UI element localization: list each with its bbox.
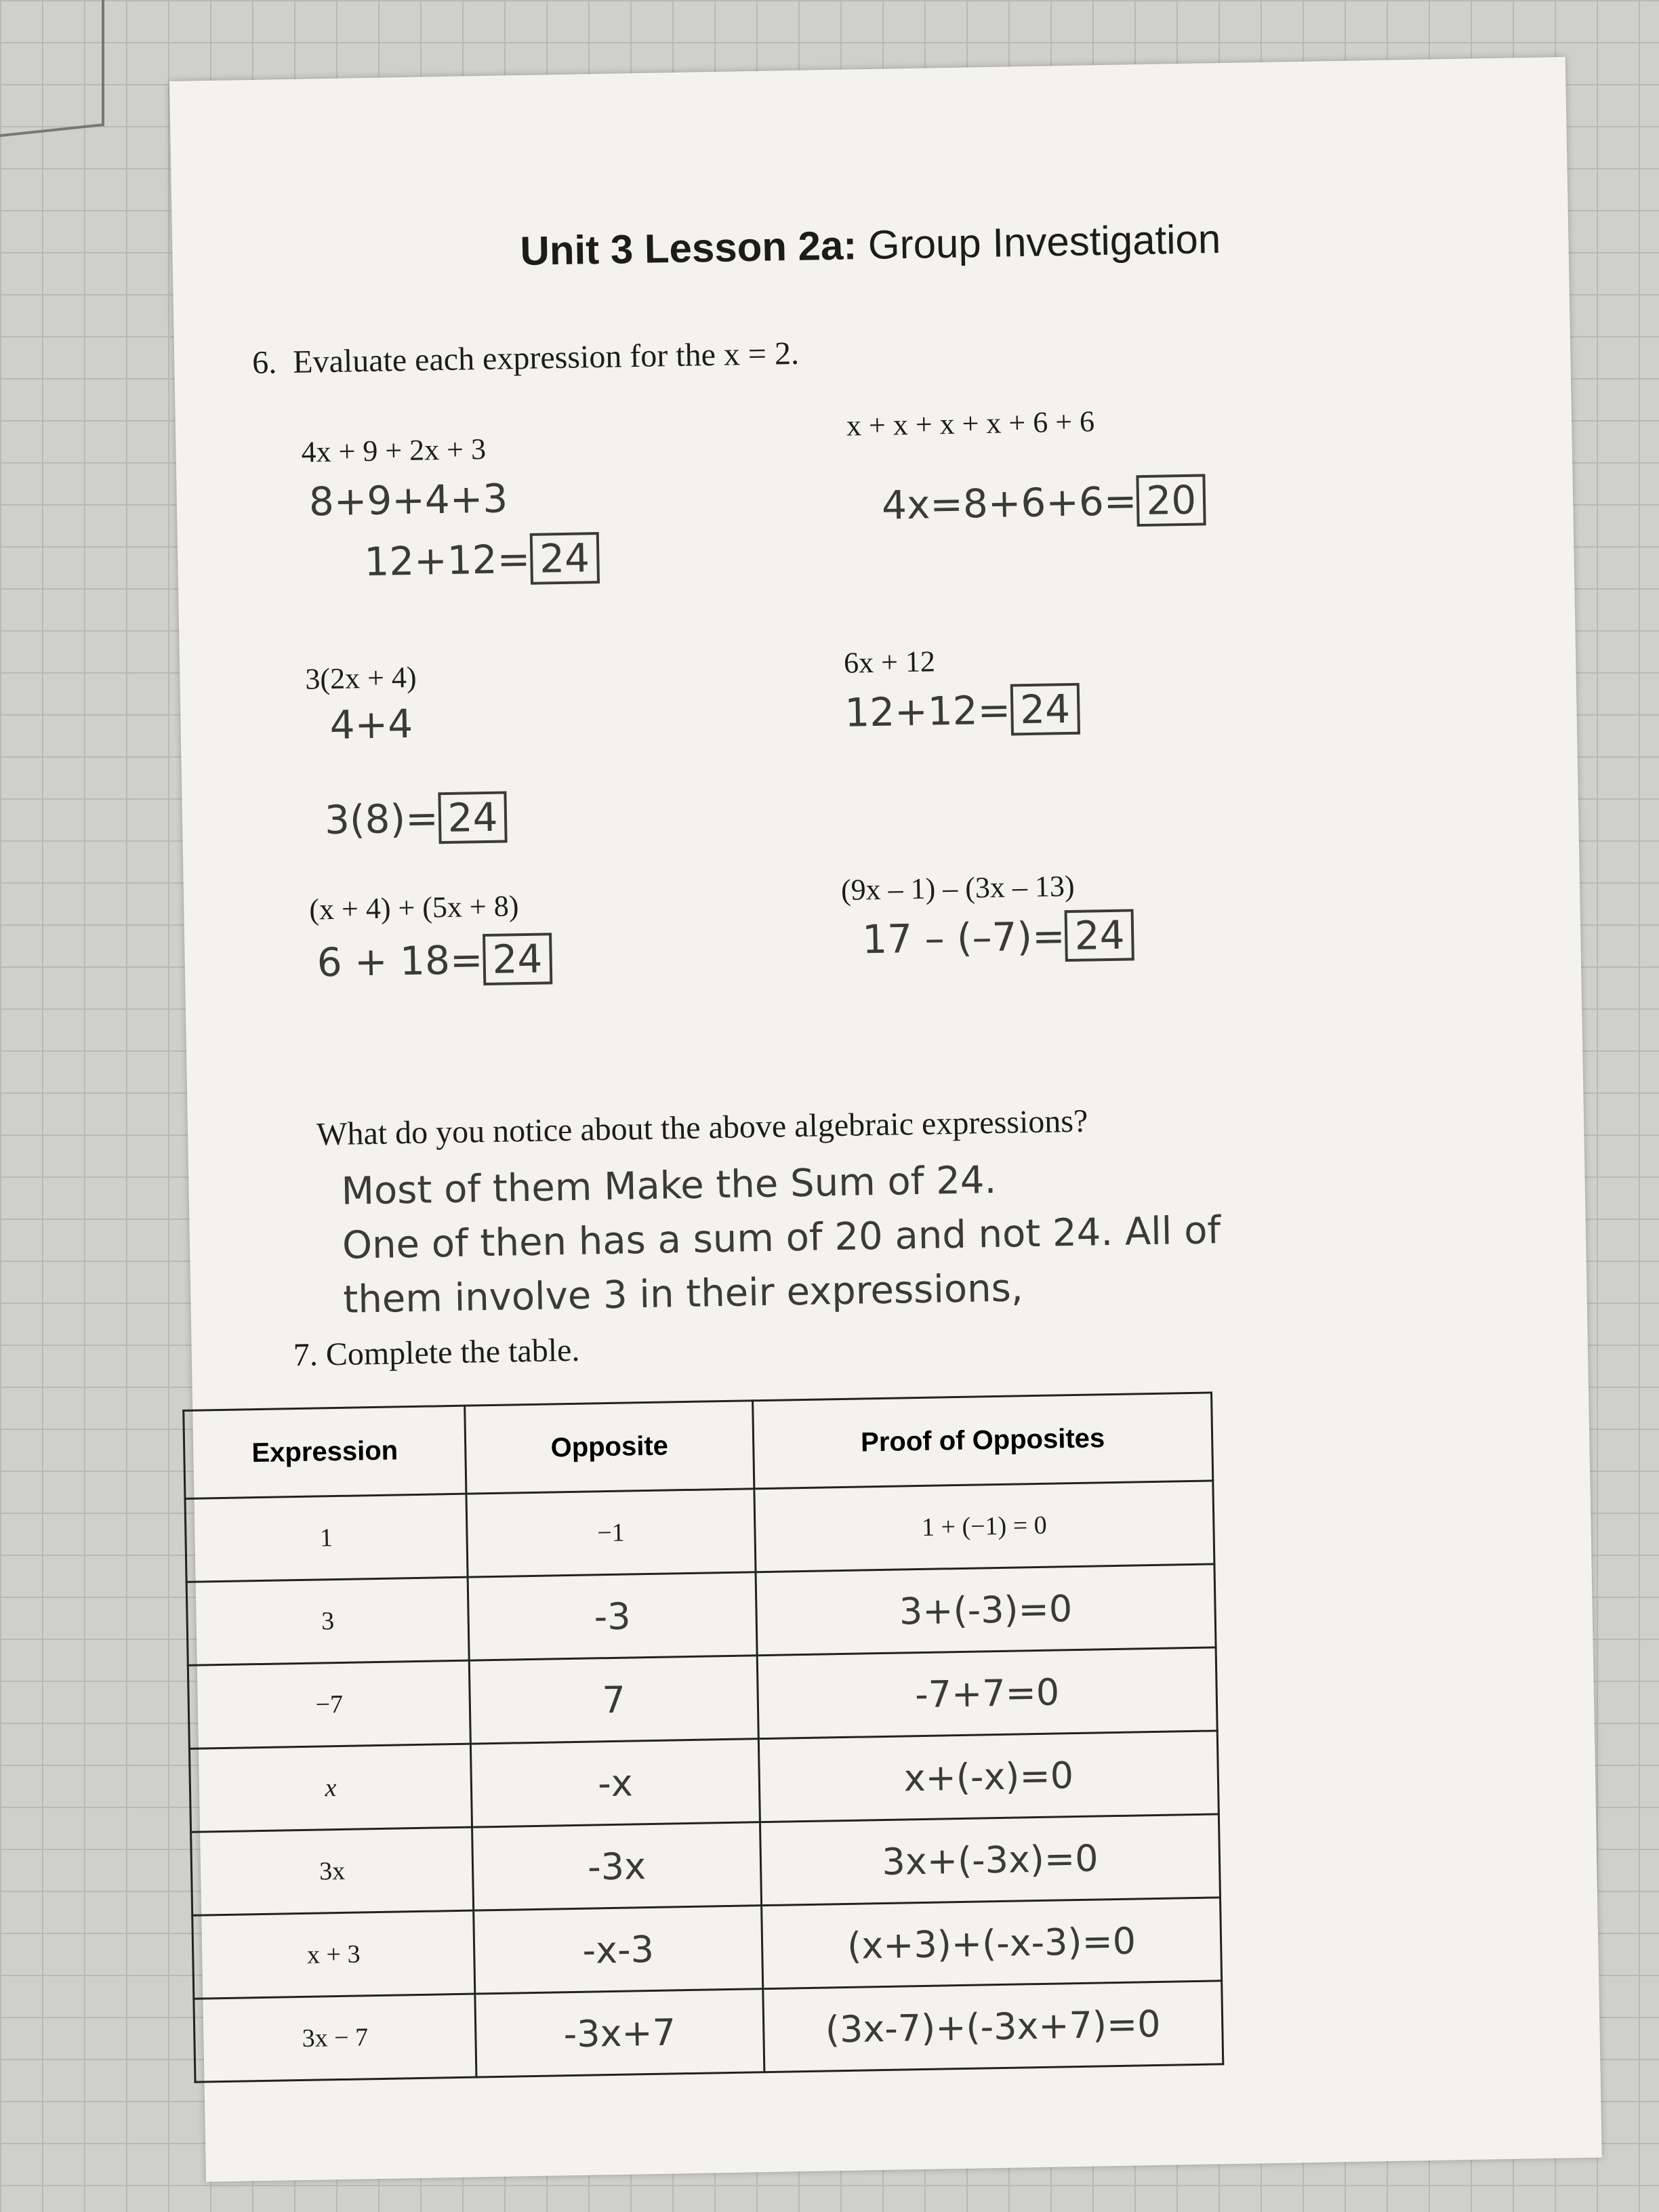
question-7-prompt: 7. Complete the table. xyxy=(293,1332,580,1374)
expression-5: (x + 4) + (5x + 8) xyxy=(308,889,519,926)
work-1: 8+9+4+3 xyxy=(308,475,508,525)
answer-box-3: 24 xyxy=(438,791,508,844)
cell-opposite: -3x xyxy=(472,1822,762,1910)
cell-opposite: -3 xyxy=(468,1572,757,1660)
cell-proof: (3x-7)+(-3x+7)=0 xyxy=(763,1981,1223,2072)
answer-box-6: 24 xyxy=(1065,909,1134,962)
column-header-proof: Proof of Opposites xyxy=(753,1393,1213,1489)
work-2: 4x=8+6+6= 20 xyxy=(881,476,1206,528)
cell-opposite: 7 xyxy=(469,1656,758,1744)
column-header-opposite: Opposite xyxy=(465,1401,754,1494)
cell-expression: 1 xyxy=(185,1494,468,1582)
expression-1: 4x + 9 + 2x + 3 xyxy=(301,432,487,469)
expression-2: x + x + x + x + 6 + 6 xyxy=(846,405,1095,443)
cell-expression: 3x − 7 xyxy=(194,1994,476,2082)
cell-proof: -7+7=0 xyxy=(757,1647,1217,1739)
cell-opposite: -3x+7 xyxy=(475,1989,764,2077)
work-4: 12+12= 24 xyxy=(844,686,1080,736)
cell-expression: 3x xyxy=(191,1827,474,1915)
notice-answer-line-2: One of then has a sum of 20 and not 24. All of xyxy=(342,1208,1221,1268)
cell-proof: 3x+(-3x)=0 xyxy=(760,1814,1220,1906)
work-3: 4+4 xyxy=(329,700,413,749)
answer-box-1: 24 xyxy=(530,532,600,585)
notice-prompt: What do you notice about the above algebraic expressions? xyxy=(316,1103,1088,1153)
notice-answer-line-1: Most of them Make the Sum of 24. xyxy=(341,1158,997,1214)
answer-box-5: 24 xyxy=(483,933,552,985)
expression-3: 3(2x + 4) xyxy=(304,660,417,696)
column-header-expression: Expression xyxy=(184,1406,466,1498)
cell-proof: (x+3)+(-x-3)=0 xyxy=(762,1898,1222,1989)
table-row xyxy=(194,1981,1223,2082)
cell-proof: x+(-x)=0 xyxy=(758,1731,1218,1822)
answer-box-2: 20 xyxy=(1136,474,1206,527)
cell-opposite: -x xyxy=(470,1739,760,1827)
work-5: 6 + 18= 24 xyxy=(316,935,552,985)
opposites-table xyxy=(182,1391,1224,2083)
page-title: Unit 3 Lesson 2a: Group Investigation xyxy=(519,216,1221,274)
cell-expression: x xyxy=(189,1744,472,1832)
cell-opposite: −1 xyxy=(466,1489,756,1577)
answer-box-4: 24 xyxy=(1010,683,1080,736)
cell-proof: 3+(-3)=0 xyxy=(756,1564,1216,1656)
expression-6: (9x – 1) – (3x – 13) xyxy=(840,869,1075,907)
cell-expression: 3 xyxy=(186,1577,469,1665)
cell-opposite: -x-3 xyxy=(474,1906,763,1994)
work-6: 17 – (–7)= 24 xyxy=(862,912,1134,962)
notebook-margin-mark xyxy=(0,0,104,137)
cell-proof: 1 + (−1) = 0 xyxy=(754,1481,1214,1572)
cell-expression: x + 3 xyxy=(192,1910,475,1999)
expression-4: 6x + 12 xyxy=(843,644,936,680)
notice-answer-line-3: them involve 3 in their expressions, xyxy=(342,1266,1024,1322)
work-3b: 3(8)= 24 xyxy=(324,794,508,843)
question-6-prompt: 6. Evaluate each expression for the x = 2. xyxy=(251,335,800,381)
cell-expression: −7 xyxy=(188,1660,470,1748)
worksheet-page xyxy=(169,57,1602,2182)
work-1b: 12+12= 24 xyxy=(364,535,600,585)
